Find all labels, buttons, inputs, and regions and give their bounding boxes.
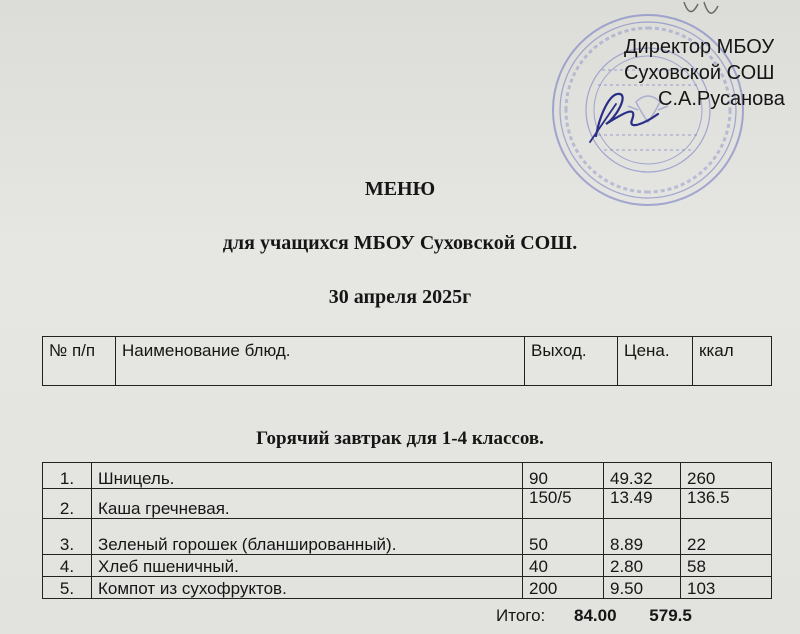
handwritten-mark bbox=[680, 0, 730, 24]
item-output: 200 bbox=[523, 577, 604, 599]
item-name: Компот из сухофруктов. bbox=[92, 577, 523, 599]
menu-items-table bbox=[42, 462, 772, 599]
item-name: Каша гречневая. bbox=[92, 489, 523, 519]
item-number: 5. bbox=[43, 577, 92, 599]
item-price: 49.32 bbox=[604, 463, 681, 489]
item-output: 150/5 bbox=[523, 489, 604, 519]
item-output: 90 bbox=[523, 463, 604, 489]
header-output: Выход. bbox=[525, 337, 618, 386]
item-output: 50 bbox=[523, 519, 604, 555]
page-title: МЕНЮ bbox=[364, 178, 436, 200]
item-name: Зеленый горошек (бланшированный). bbox=[92, 519, 523, 555]
item-name: Хлеб пшеничный. bbox=[92, 555, 523, 577]
total-kcal: 579.5 bbox=[649, 606, 692, 625]
item-name: Шницель. bbox=[92, 463, 523, 489]
approval-position: Директор МБОУ bbox=[624, 36, 775, 58]
page-subtitle: для учащихся МБОУ Суховской СОШ. bbox=[222, 232, 578, 254]
total-label: Итого: bbox=[496, 606, 546, 625]
item-number: 2. bbox=[43, 489, 92, 519]
approval-name: С.А.Русанова bbox=[658, 88, 785, 110]
item-kcal: 136.5 bbox=[681, 489, 772, 519]
menu-date: 30 апреля 2025г bbox=[328, 286, 472, 308]
item-kcal: 260 bbox=[681, 463, 772, 489]
total-row bbox=[496, 606, 692, 626]
table-row bbox=[43, 577, 772, 599]
table-row bbox=[43, 519, 772, 555]
section-title: Горячий завтрак для 1-4 классов. bbox=[256, 428, 544, 449]
item-number: 4. bbox=[43, 555, 92, 577]
item-kcal: 58 bbox=[681, 555, 772, 577]
item-price: 2.80 bbox=[604, 555, 681, 577]
item-kcal: 22 bbox=[681, 519, 772, 555]
table-row bbox=[43, 555, 772, 577]
table-row bbox=[43, 489, 772, 519]
item-output: 40 bbox=[523, 555, 604, 577]
item-price: 13.49 bbox=[604, 489, 681, 519]
header-dish-name: Наименование блюд. bbox=[116, 337, 525, 386]
item-number: 1. bbox=[43, 463, 92, 489]
total-price: 84.00 bbox=[574, 606, 617, 625]
menu-header-table bbox=[42, 336, 772, 386]
header-number: № п/п bbox=[43, 337, 116, 386]
table-row bbox=[43, 463, 772, 489]
item-price: 8.89 bbox=[604, 519, 681, 555]
item-number: 3. bbox=[43, 519, 92, 555]
header-price: Цена. bbox=[618, 337, 693, 386]
item-kcal: 103 bbox=[681, 577, 772, 599]
approval-organization: Суховской СОШ bbox=[624, 62, 775, 84]
header-row bbox=[43, 337, 772, 386]
approval-block bbox=[624, 34, 785, 112]
header-kcal: ккал bbox=[693, 337, 772, 386]
item-price: 9.50 bbox=[604, 577, 681, 599]
